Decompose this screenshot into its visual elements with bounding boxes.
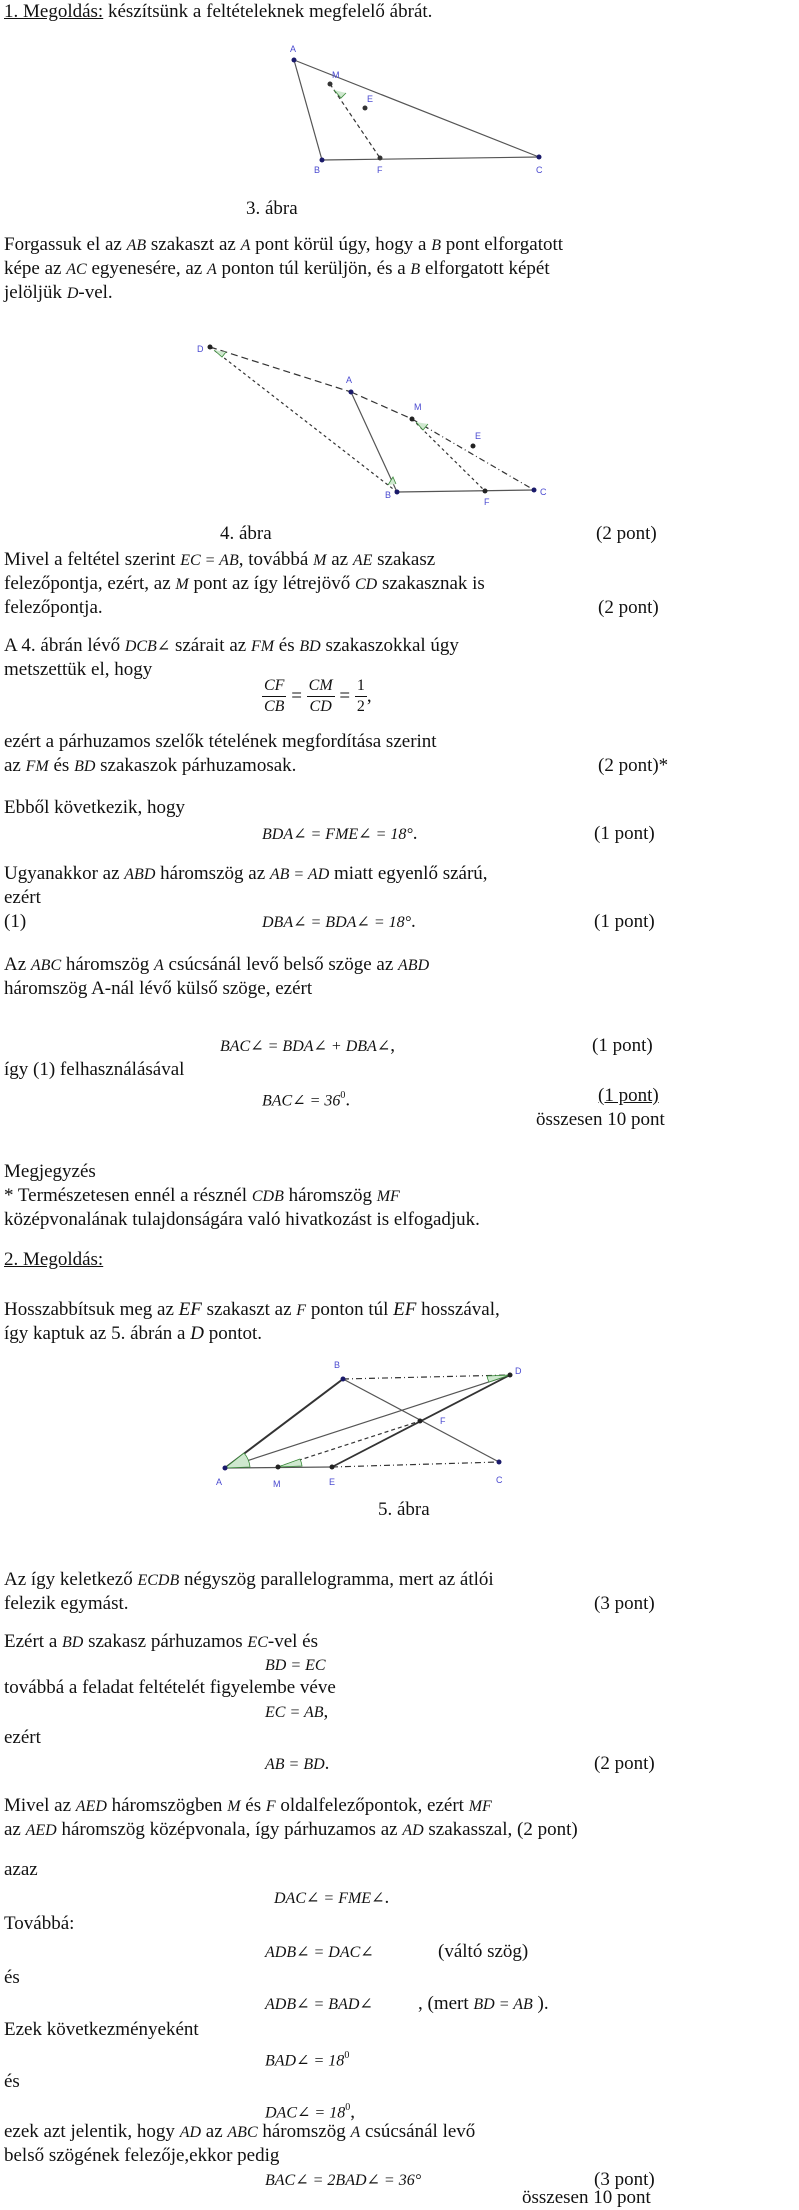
point-f <box>418 1419 423 1424</box>
solution1-heading: 1. Megoldás: <box>4 1 104 22</box>
segment-bc <box>397 490 534 492</box>
equation-label-1: (1) <box>4 911 27 932</box>
formula-adb-dac: ADB∠ = DAC∠ <box>265 1944 374 1961</box>
angle-mark-a <box>225 1453 250 1468</box>
segment-bc <box>322 157 539 160</box>
note-line-1: * Természetesen ennél a résznél CDB háromszög MF <box>4 1185 400 1206</box>
using-line: így (1) felhasználásával <box>4 1059 185 1080</box>
label-c: C <box>496 1475 503 1485</box>
point-m <box>276 1465 281 1470</box>
points-exterior-1: (1 pont) <box>592 1035 653 1056</box>
solution1-intro: 1. Megoldás: készítsünk a feltételeknek megfelelő ábrát. <box>4 1 433 22</box>
parallelogram-line-1: Az így keletkező ECDB négyszög parallelogramma, mert az átlói <box>4 1569 494 1590</box>
midline-line-2: az AED háromszög középvonala, így párhuzamos az AD szakasszal, (2 pont) <box>4 1819 578 1840</box>
segment-bd <box>343 1375 510 1379</box>
segment-ab <box>351 392 397 492</box>
formula-bac-2bad: BAC∠ = 2BAD∠ = 36° <box>265 2172 422 2189</box>
point-m <box>410 417 415 422</box>
label-f: F <box>484 497 490 507</box>
label-m: M <box>414 402 422 412</box>
es-text-1: és <box>4 1967 20 1988</box>
label-e: E <box>475 431 482 441</box>
label-f: F <box>377 165 383 175</box>
azaz-text: azaz <box>4 1859 38 1880</box>
formula-dba-bda: DBA∠ = BDA∠ = 18°. <box>262 911 416 932</box>
total-solution1: összesen 10 pont <box>536 1109 665 1130</box>
segment-db <box>210 347 397 492</box>
segment-am <box>351 392 412 419</box>
fraction-cm-cd: $\frac{CM}{CD}$ <box>308 677 333 715</box>
solution2-heading: 2. Megoldás: <box>4 1249 104 1270</box>
formula-bad-18: BAD∠ = $18^0$ <box>265 2050 350 2070</box>
note-line-2: középvonalának tulajdonságára való hivatkozást is elfogadjuk. <box>4 1209 480 1230</box>
formula-bac-sum: BAC∠ = BDA∠ + DBA∠, <box>220 1035 395 1056</box>
label-d: D <box>197 344 204 354</box>
point-e <box>330 1465 335 1470</box>
point-c <box>497 1460 502 1465</box>
midpoint-line-1: Mivel a feltétel szerint EC = AB, továbbá M az AE szakasz <box>4 549 436 570</box>
consequence-text: Ezek következményeként <box>4 2019 199 2040</box>
parallel-line-1: A 4. ábrán lévő DCB∠ szárait az FM és BD szakaszokkal úgy <box>4 635 459 656</box>
formula-bda-fme: BDA∠ = FME∠ = 18°. <box>262 823 418 844</box>
segment-ac <box>294 60 539 157</box>
points-midpoint: (2 pont) <box>598 597 659 618</box>
label-e: E <box>367 94 374 104</box>
point-a <box>349 390 354 395</box>
points-exterior-2: (1 pont) <box>598 1085 659 1106</box>
label-b: B <box>385 490 392 500</box>
formula-adb-bad: ADB∠ = BAD∠ <box>265 1996 373 2013</box>
formula-dac-fme: DAC∠ = FME∠. <box>274 1887 390 1908</box>
figure-3-caption: 3. ábra <box>246 198 298 219</box>
points-fig4: (2 pont) <box>596 523 657 544</box>
parallel-line-2: metszettük el, hogy <box>4 659 153 680</box>
figure-4 <box>140 320 580 510</box>
figure-3 <box>270 38 543 178</box>
note-title: Megjegyzés <box>4 1161 96 1182</box>
point-c <box>537 155 542 160</box>
points-bisector: (3 pont) <box>594 2169 655 2190</box>
ratio-formula: $\frac{CF}{CB}$ = $\frac{CM}{CD}$ = $\frac{1}{2}$ , <box>264 677 372 715</box>
segment-da <box>210 347 351 392</box>
figure-5 <box>200 1355 560 1500</box>
parallel-line-4: az FM és BD szakaszok párhuzamosak. <box>4 755 297 776</box>
label-m: M <box>332 70 340 80</box>
points-follows: (1 pont) <box>594 823 655 844</box>
angle-mark <box>334 90 346 98</box>
fraction-one-half: $\frac{1}{2}$ <box>356 677 365 715</box>
angle-mark-b <box>388 477 396 485</box>
point-b <box>320 158 325 163</box>
isosceles-line-2: ezért <box>4 887 41 908</box>
exterior-line-2: háromszög A-nál lévő külső szöge, ezért <box>4 978 313 999</box>
point-e <box>363 106 368 111</box>
label-e: E <box>329 1477 336 1487</box>
es-text-2: és <box>4 2071 20 2092</box>
point-b <box>395 490 400 495</box>
point-a <box>292 58 297 63</box>
bisector-line-2: belső szögének felezője,ekkor pedig <box>4 2145 280 2166</box>
points-bd: (2 pont) <box>594 1753 655 1774</box>
points-parallel: (2 pont)* <box>598 755 669 776</box>
label-f: F <box>440 1416 446 1426</box>
formula-bac-36: BAC∠ = $36^0$. <box>262 1089 351 1111</box>
figure-5-caption: 5. ábra <box>378 1499 430 1520</box>
label-a: A <box>346 375 353 385</box>
point-m <box>328 82 333 87</box>
label-a: A <box>216 1477 223 1487</box>
follows-line: Ebből következik, hogy <box>4 797 185 818</box>
rotate-line-1: Forgassuk el az AB szakaszt az A pont körül úgy, hogy a B pont elforgatott <box>4 234 564 255</box>
segment-ec <box>332 1462 499 1467</box>
parallel-line-3: ezért a párhuzamos szelők tételének megfordítása szerint <box>4 731 437 752</box>
label-c: C <box>536 165 543 175</box>
point-e <box>471 444 476 449</box>
bisector-line-1: ezek azt jelentik, hogy AD az ABC háromszög A csúcsánál levő <box>4 2121 476 2142</box>
formula-ab-bd: AB = BD. <box>265 1753 330 1774</box>
point-f <box>378 156 383 161</box>
total-solution2: összesen 10 pont <box>522 2187 651 2208</box>
formula-ec-ab: EC = AB, <box>265 1701 329 1722</box>
rotate-line-3: jelöljük D-vel. <box>4 282 113 303</box>
label-m: M <box>273 1479 281 1489</box>
label-b: B <box>334 1360 341 1370</box>
exterior-line-1: Az ABC háromszög A csúcsánál levő belső szöge az ABD <box>4 954 430 975</box>
tovabba-text: Továbbá: <box>4 1913 75 1934</box>
bd-line-3: ezért <box>4 1727 41 1748</box>
points-parallelogram: (3 pont) <box>594 1593 655 1614</box>
note-alternate-angle: (váltó szög) <box>438 1941 529 1962</box>
midpoint-line-2: felezőpontja, ezért, az M pont az így létrejövő CD szakasznak is <box>4 573 485 594</box>
label-d: D <box>515 1366 522 1376</box>
midline-line-1: Mivel az AED háromszögben M és F oldalfelezőpontok, ezért MF <box>4 1795 492 1816</box>
segment-ad <box>225 1375 510 1468</box>
fraction-cf-cb: $\frac{CF}{CB}$ <box>264 677 285 715</box>
point-b <box>341 1377 346 1382</box>
point-d <box>508 1373 513 1378</box>
angle-mark-m <box>278 1459 302 1467</box>
points-isosceles: (1 pont) <box>594 911 655 932</box>
angle-mark-m <box>416 422 428 430</box>
point-c <box>532 488 537 493</box>
midpoint-line-3: felezőpontja. <box>4 597 103 618</box>
point-d <box>208 345 213 350</box>
label-c: C <box>540 487 547 497</box>
parallelogram-line-2: felezik egymást. <box>4 1593 129 1614</box>
label-a: A <box>290 44 297 54</box>
bd-line-1: Ezért a BD szakasz párhuzamos EC-vel és <box>4 1631 318 1652</box>
point-f <box>483 489 488 494</box>
extend-line-1: Hosszabbítsuk meg az EF szakaszt az F ponton túl EF hosszával, <box>4 1299 500 1320</box>
formula-bd-ec: BD = EC <box>265 1657 326 1674</box>
isosceles-line-1: Ugyanakkor az ABD háromszög az AB = AD miatt egyenlő szárú, <box>4 863 488 884</box>
point-a <box>223 1466 228 1471</box>
extend-line-2: így kaptuk az 5. ábrán a D pontot. <box>4 1323 263 1344</box>
formula-dac-18: DAC∠ = $18^0$, <box>265 2101 355 2123</box>
rotate-line-2: képe az AC egyenesére, az A ponton túl kerüljön, és a B elforgatott képét <box>4 258 550 279</box>
figure-4-caption: 4. ábra <box>220 523 272 544</box>
label-b: B <box>314 165 321 175</box>
segment-ab <box>294 60 322 160</box>
bd-line-2: továbbá a feladat feltételét figyelembe véve <box>4 1677 336 1698</box>
note-bd-ab: , (mert BD = AB ). <box>418 1993 549 2014</box>
